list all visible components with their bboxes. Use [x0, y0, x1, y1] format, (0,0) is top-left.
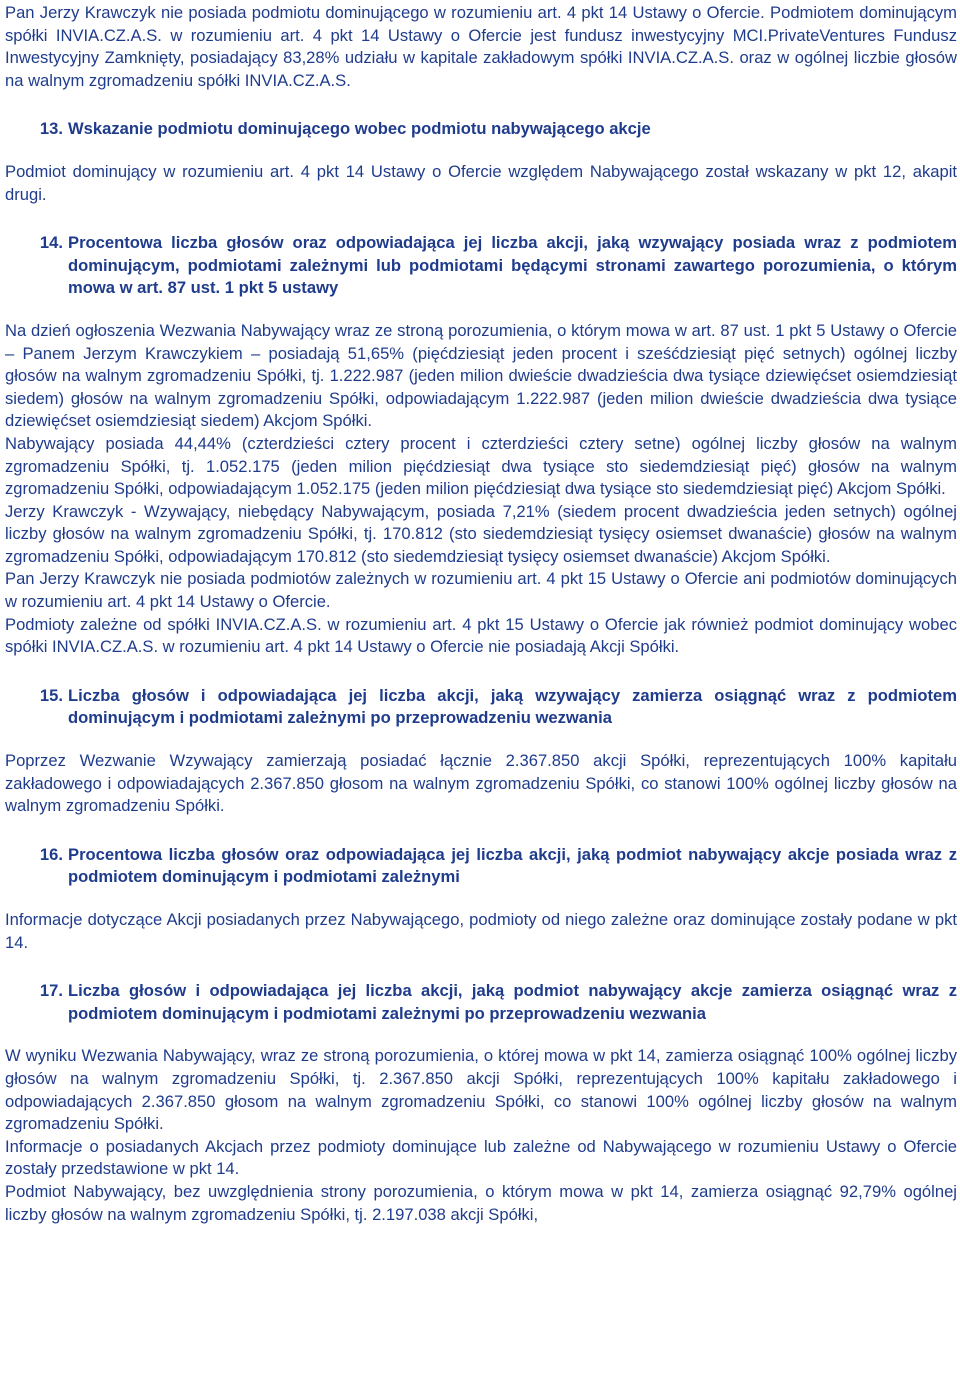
section-13-title: Wskazanie podmiotu dominującego wobec podmiotu nabywającego akcje — [68, 119, 651, 139]
section-13-paragraph: Podmiot dominujący w rozumieniu art. 4 pkt 14 Ustawy o Ofercie względem Nabywającego został wskazany w pkt 12, akapit drugi. — [5, 161, 957, 204]
section-14-paragraph-5: Podmioty zależne od spółki INVIA.CZ.A.S. w rozumieniu art. 4 pkt 15 Ustawy o Ofercie jak również podmiot dominujący wobec spółki INVIA.CZ.A.S. w rozumieniu art. 4 pkt 14 Ustawy o Ofercie nie posiadają Akcji Spółki. — [5, 614, 957, 657]
section-16-title: Procentowa liczba głosów oraz odpowiadająca jej liczba akcji, jaką podmiot nabywający akcje posiada wraz z podmiotem dominującym i podmiotami zależnymi — [68, 844, 957, 887]
section-16-paragraph: Informacje dotyczące Akcji posiadanych przez Nabywającego, podmioty od niego zależne oraz dominujące zostały podane w pkt 14. — [5, 910, 957, 952]
section-15-heading — [5, 685, 957, 730]
section-13-number: 13. — [39, 119, 63, 139]
section-15-number: 15. — [39, 685, 63, 705]
intro-paragraph: Pan Jerzy Krawczyk nie posiada podmiotu dominującego w rozumieniu art. 4 pkt 14 Ustawy o Ofercie. Podmiotem dominującym spółki INVIA.CZ.A.S. w rozumieniu art. 4 pkt 14 Ustawy o Ofercie jest fundusz inwestycyjny MCI.PrivateVentures Fundusz Inwestycyjny Zamknięty, posiadający 83,28% udziału w kapitale zakładowym spółki INVIA.CZ.A.S. oraz w ogólnej liczbie głosów na walnym zgromadzeniu spółki INVIA.CZ.A.S. — [5, 3, 957, 90]
section-17-heading — [5, 980, 957, 1025]
section-13-heading — [5, 118, 957, 141]
section-16-heading — [5, 844, 957, 889]
section-17-paragraph-2: Informacje o posiadanych Akcjach przez podmioty dominujące lub zależne od Nabywającego w rozumieniu Ustawy o Ofercie zostały przedstawione w pkt 14. — [5, 1136, 957, 1179]
section-14-heading — [5, 232, 957, 300]
section-15-title: Liczba głosów i odpowiadająca jej liczba akcji, jaką wzywający zamierza osiągnąć wraz z podmiotem dominującym i podmiotami zależnymi po przeprowadzeniu wezwania — [68, 685, 957, 728]
section-17-number: 17. — [39, 981, 63, 1001]
document-page — [5, 2, 957, 1226]
section-14-paragraph-2: Nabywający posiada 44,44% (czterdzieści cztery procent i czterdzieści cztery setne) ogólnej liczby głosów na walnym zgromadzeniu Spółki, tj. 1.052.175 (jeden milion pięćdziesiąt dwa tysiące sto siedemdziesiąt pięć) głosów na walnym zgromadzeniu Spółki, odpowiadającym 1.052.175 (jeden milion pięćdziesiąt dwa tysiące sto siedemdziesiąt pięć) Akcjom Spółki. — [5, 433, 957, 499]
section-16-number: 16. — [39, 844, 63, 864]
section-14-paragraph-4: Pan Jerzy Krawczyk nie posiada podmiotów zależnych w rozumieniu art. 4 pkt 15 Ustawy o Ofercie ani podmiotów dominujących w rozumieniu art. 4 pkt 14 Ustawy o Ofercie. — [5, 569, 957, 612]
section-17-paragraph-3: Podmiot Nabywający, bez uwzględnienia strony porozumienia, o którym mowa w pkt 14, zamierza osiągnąć 92,79% ogólnej liczby głosów na walnym zgromadzeniu Spółki, tj. 2.197.038 akcji Spółki, — [5, 1181, 957, 1224]
section-17-title: Liczba głosów i odpowiadająca jej liczba akcji, jaką podmiot nabywający akcje zamierza osiągnąć wraz z podmiotem dominującym i podmiotami zależnymi po przeprowadzeniu wezwania — [68, 981, 957, 1023]
section-14-paragraph-3: Jerzy Krawczyk - Wzywający, niebędący Nabywającym, posiada 7,21% (siedem procent dwadzieścia jeden setnych) ogólnej liczby głosów na walnym zgromadzeniu Spółki, tj. 170.812 (sto siedemdziesiąt tysięcy osiemset dwanaście) głosów na walnym zgromadzeniu Spółki, odpowiadającym 170.812 (sto siedemdziesiąt tysięcy osiemset dwanaście) Akcjom Spółki. — [5, 501, 957, 566]
section-14-paragraph-1: Na dzień ogłoszenia Wezwania Nabywający wraz ze stroną porozumienia, o którym mowa w art. 87 ust. 1 pkt 5 Ustawy o Ofercie – Panem Jerzym Krawczykiem – posiadają 51,65% (pięćdziesiąt jeden procent i sześćdziesiąt pięć setnych) ogólnej liczby głosów na walnym zgromadzeniu Spółki, tj. 1.222.987 (jeden milion dwieście dwadzieścia dwa tysiące dziewięćset osiemdziesiąt siedem) głosów na walnym zgromadzeniu Spółki, odpowiadającym 1.222.987 (jeden milion dwieście dwadzieścia dwa tysiące dziewięćset osiemdziesiąt siedem) Akcjom Spółki. — [5, 320, 957, 431]
section-17-paragraph-1: W wyniku Wezwania Nabywający, wraz ze stroną porozumienia, o której mowa w pkt 14, zamierza osiągnąć 100% ogólnej liczby głosów na walnym zgromadzeniu Spółki, tj. 2.367.850 akcji Spółki, reprezentujących 100% kapitału zakładowego i odpowiadających 2.367.850 głosom na walnym zgromadzeniu Spółki, co stanowi 100% ogólnej liczby głosów na walnym zgromadzeniu Spółki. — [5, 1046, 957, 1134]
section-14-number: 14. — [39, 233, 63, 253]
section-15-paragraph: Poprzez Wezwanie Wzywający zamierzają posiadać łącznie 2.367.850 akcji Spółki, reprezentujących 100% kapitału zakładowego i odpowiadających 2.367.850 głosom na walnym zgromadzeniu Spółki, co stanowi 100% ogólnej liczby głosów na walnym zgromadzeniu Spółki. — [5, 751, 957, 816]
section-14-title: Procentowa liczba głosów oraz odpowiadająca jej liczba akcji, jaką wzywający posiada wraz z podmiotem dominującym, podmiotami zależnymi lub podmiotami będącymi stronami zawartego porozumienia, o którym mowa w art. 87 ust. 1 pkt 5 ustawy — [68, 233, 957, 298]
